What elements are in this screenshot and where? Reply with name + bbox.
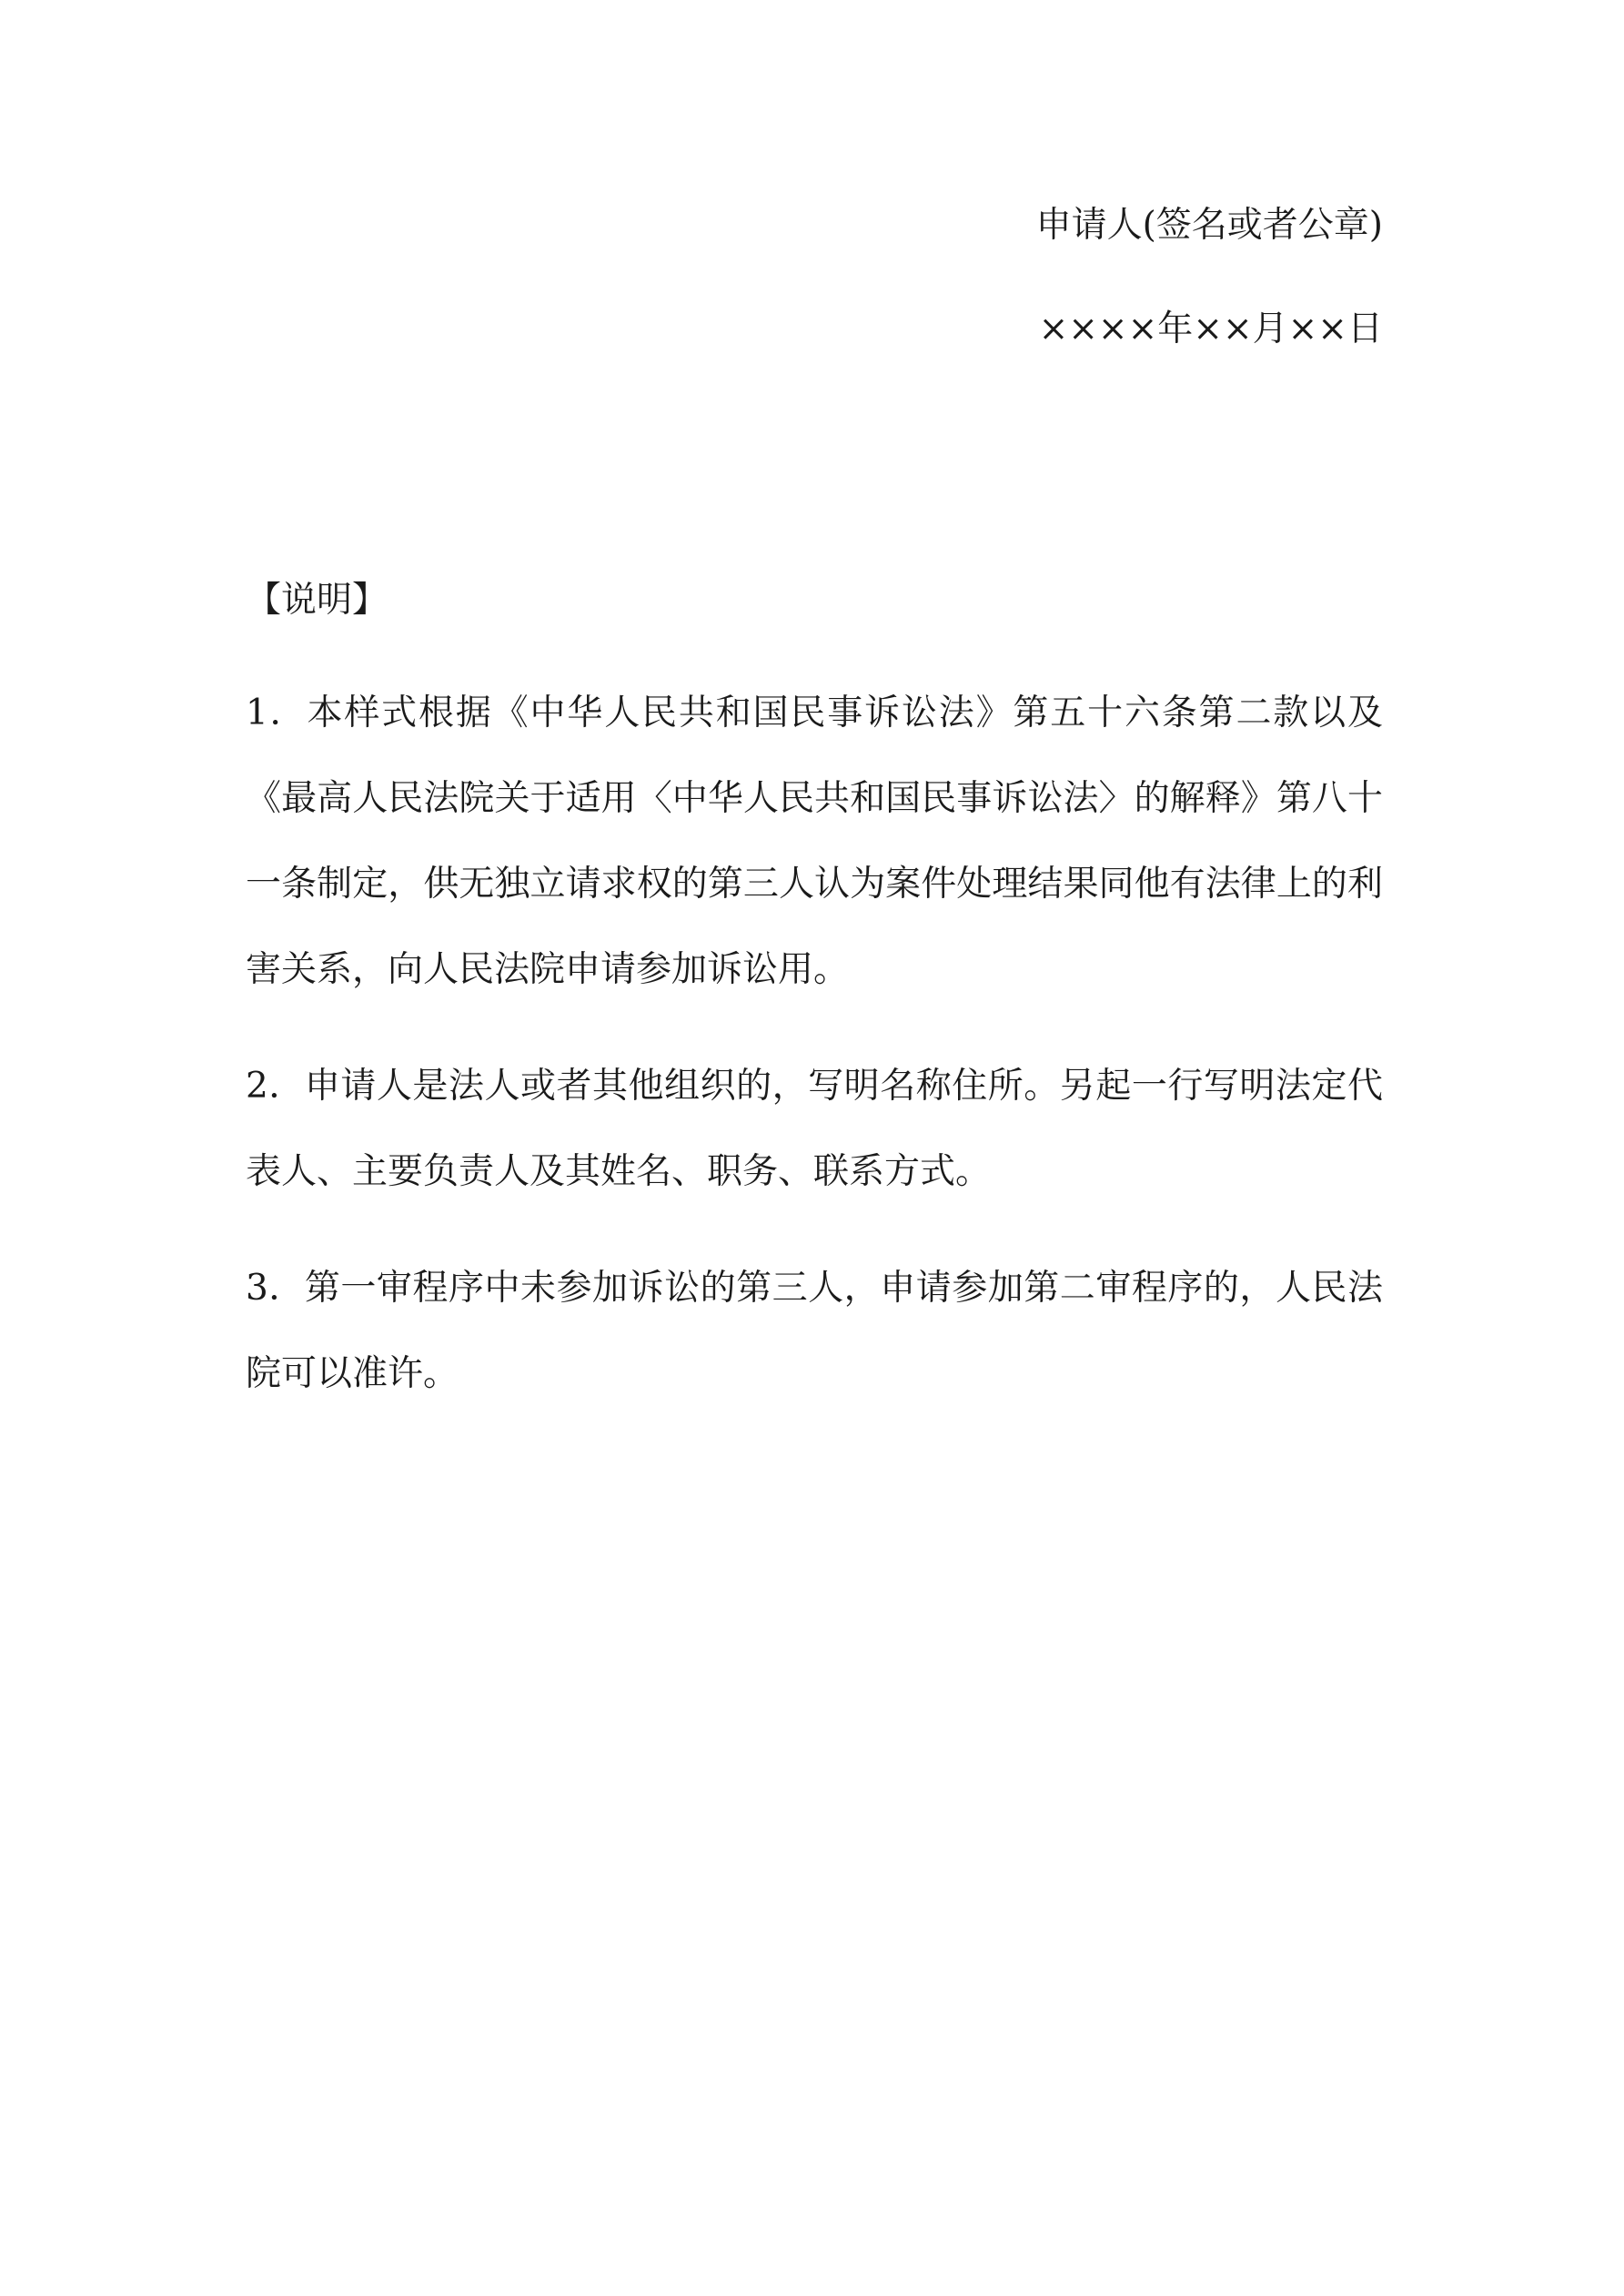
note-item-3: 3．第一审程序中未参加诉讼的第三人，申请参加第二审程序的，人民法院可以准许。 [246, 1268, 1383, 1394]
note-item-2: 2．申请人是法人或者其他组织的，写明名称住所。另起一行写明法定代表人、主要负责人及其姓名、职务、联系方式。 [246, 1066, 1383, 1192]
date-line: ××××年××月××日 [1038, 308, 1383, 349]
notes-section [246, 582, 1383, 1448]
applicant-signature-line: 申请人(签名或者公章) [1035, 205, 1383, 246]
signature-block [1036, 207, 1383, 347]
notes-heading: 【说明】 [246, 580, 388, 621]
note-item-1: 1．本样式根据《中华人民共和国民事诉讼法》第五十六条第二款以及《最高人民法院关于适用〈中华人民共和国民事诉讼法〉的解释》第八十一条制定，供无独立请求权的第三人认为案件处理结果同他有法律上的利害关系，向人民法院申请参加诉讼用。 [246, 693, 1383, 990]
